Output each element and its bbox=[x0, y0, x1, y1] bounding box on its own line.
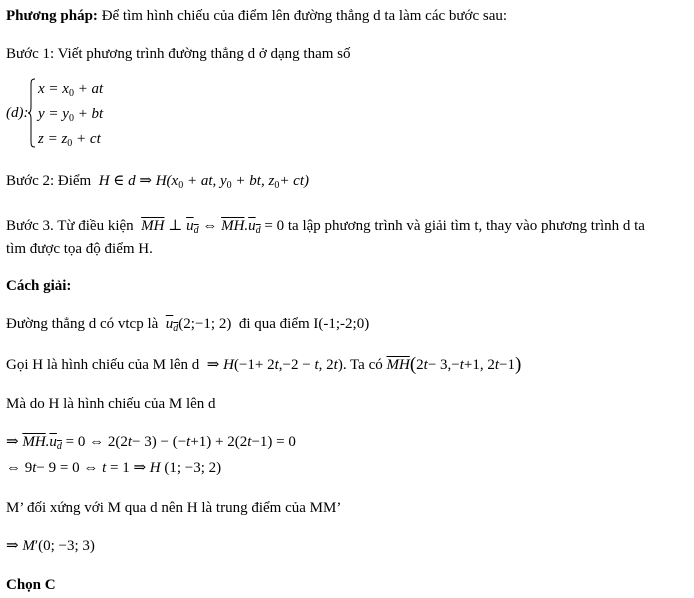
step2 bbox=[6, 172, 309, 190]
sol-line1-a: Đường thẳng d có vtcp là bbox=[6, 316, 159, 332]
sol-line2-math2: $\overline{MH}(2t- 3,-t+1$, 2t−1) bbox=[386, 354, 522, 375]
step3-cont: tìm được tọa độ điểm H. bbox=[6, 241, 153, 257]
answer: Chọn C bbox=[6, 577, 56, 593]
system-y: $y = y_0$ + bt bbox=[38, 106, 104, 124]
sol-line1 bbox=[6, 315, 369, 333]
solution-heading: Cách giải: bbox=[6, 278, 72, 294]
sol-line4: M’ đối xứng với M qua d nên H là trung điểm của MM’ bbox=[6, 500, 342, 516]
method-intro: Để tìm hình chiếu của điểm lên đường thẳng d ta làm các bước sau: bbox=[101, 8, 508, 24]
step2-label: Bước 2: Điểm bbox=[6, 173, 92, 189]
sol-line3: Mà do H là hình chiếu của M lên d bbox=[6, 396, 216, 412]
sol-line1-b: đi qua điểm I(-1;-2;0) bbox=[238, 316, 370, 332]
system-x: $x = x_0$ + at bbox=[38, 81, 104, 99]
left-brace-icon bbox=[28, 78, 36, 148]
step3-math: $\overline{MH}$ ⊥ $u_d$ ⇔ $\overline{MH}.u_d = 0$ bbox=[141, 218, 285, 236]
method-intro-line bbox=[6, 7, 507, 25]
sol-line2-a: Gọi H là hình chiếu của M lên d bbox=[6, 357, 200, 373]
system-z: $z = z_0$ + ct bbox=[38, 131, 101, 149]
step3 bbox=[6, 217, 645, 235]
step1: Bước 1: Viết phương trình đường thẳng d ở dạng tham số bbox=[6, 46, 351, 62]
equation-1: ⇒ $\overline{MH}.u_d = 0$ ⇔ 2(2t− 3) − (−t+1) + 2(2t−1) = 0 bbox=[6, 434, 296, 452]
step3-rest: ta lập phương trình và giải tìm t, thay vào phương trình d ta bbox=[287, 218, 645, 234]
sol-line2-b: . Ta có bbox=[342, 357, 383, 373]
line-label: (d): bbox=[6, 105, 29, 121]
equation-2: ⇔ 9t− 9 = 0 ⇔ t = 1 ⇒ H (1; −3; 2) bbox=[6, 460, 222, 476]
sol-line2 bbox=[6, 356, 521, 374]
direction-vector: $u_d(2;-1$; 2) bbox=[165, 316, 232, 334]
method-heading: Phương pháp: bbox=[6, 8, 98, 24]
step3-label: Bước 3. Từ điều kiện bbox=[6, 218, 134, 234]
result: ⇒ M′(0; −3; 3) bbox=[6, 538, 95, 554]
sol-line2-math1: ⇒ H(−1+ 2t,−2 − t, 2t) bbox=[203, 357, 343, 373]
step2-math: H ∈ d ⇒ $H(x_0$ + at, $y_0$ + bt, $z_0+ ct$) bbox=[94, 173, 310, 191]
